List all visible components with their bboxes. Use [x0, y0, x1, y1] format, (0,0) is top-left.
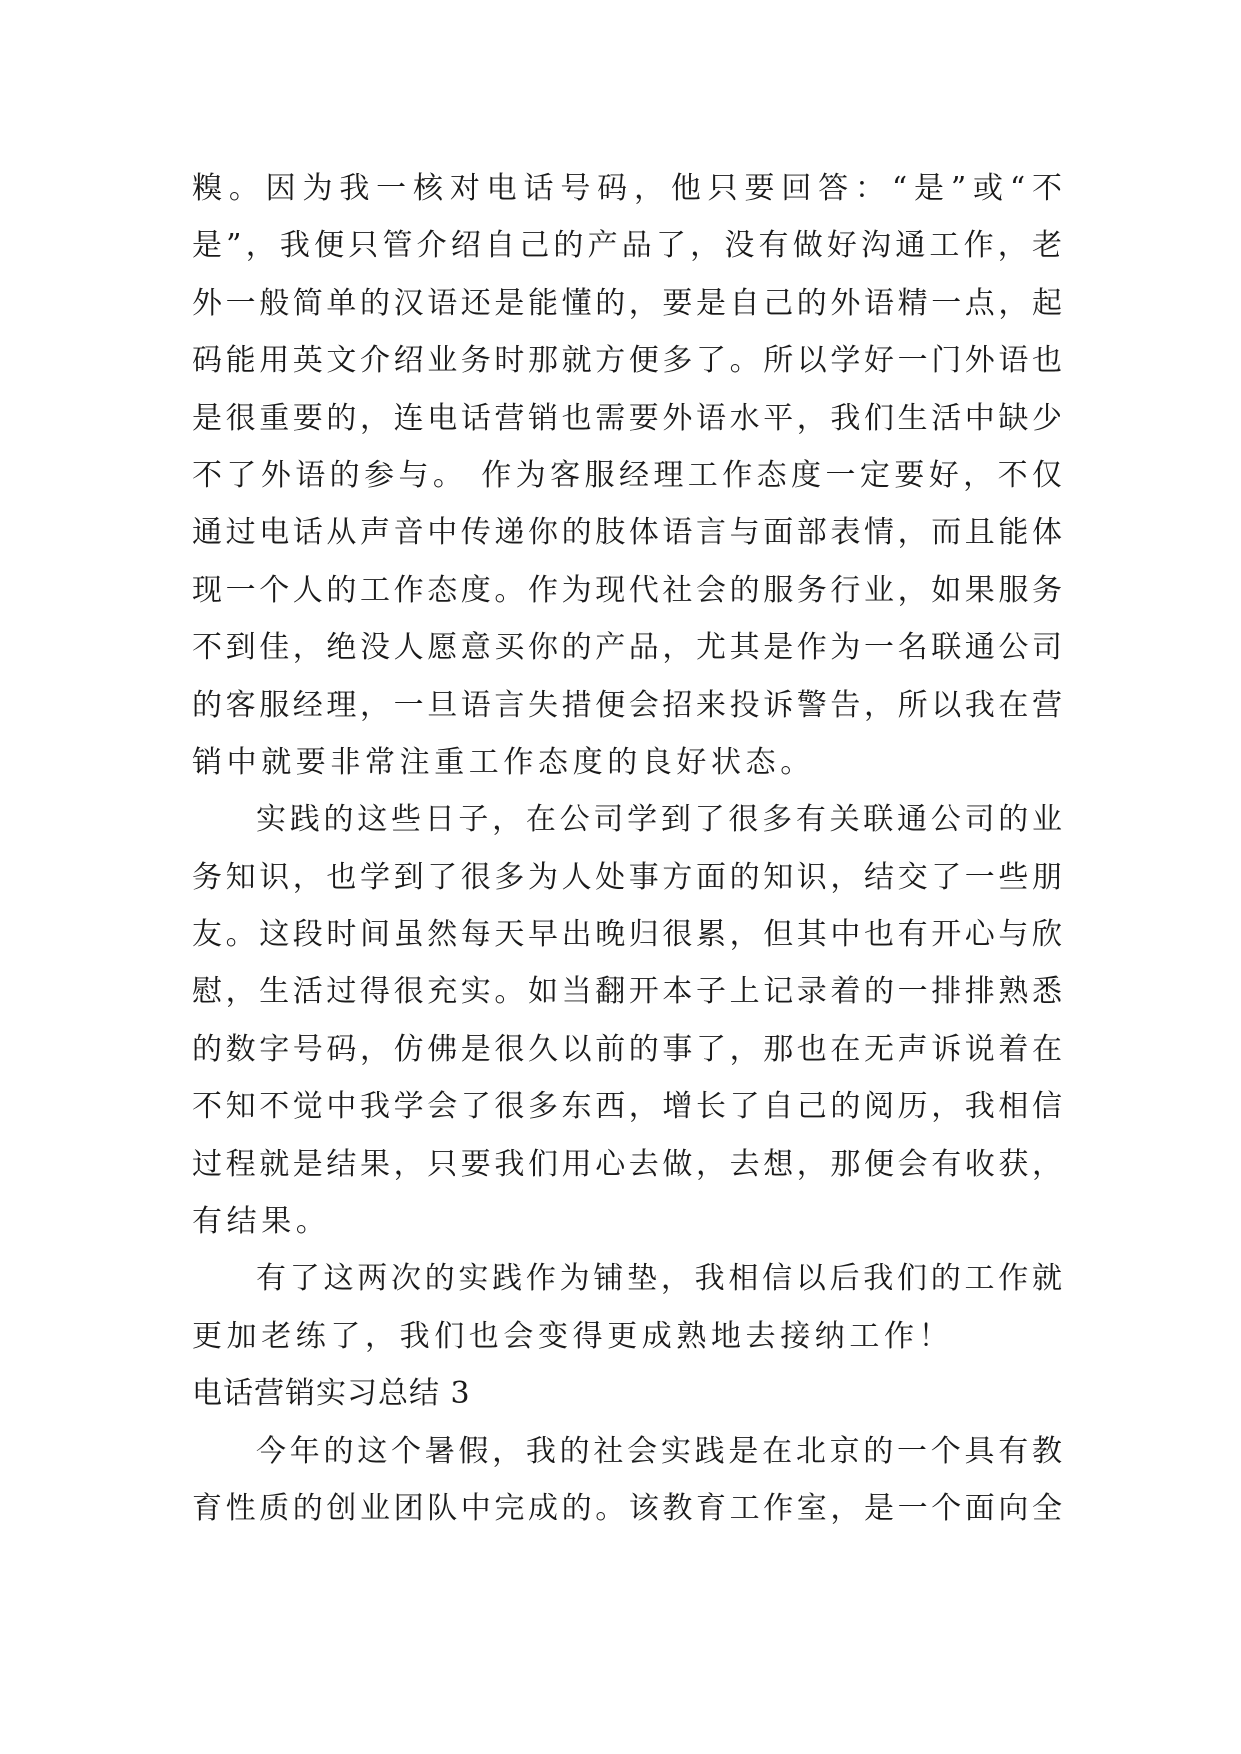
text-line: 有结果。: [192, 1204, 331, 1240]
paragraph-start-line: 有了这两次的实践作为铺垫，我相信以后我们的工作就: [256, 1261, 1062, 1297]
text-line: 的数字号码，仿佛是很久以前的事了，那也在无声诉说着在: [192, 1031, 1062, 1067]
text-line: 通过电话从声音中传递你的肢体语言与面部表情，而且能体: [192, 515, 1062, 551]
text-line: 过程就是结果，只要我们用心去做，去想，那便会有收获，: [192, 1146, 1062, 1182]
text-line: 育性质的创业团队中完成的。该教育工作室，是一个面向全: [192, 1490, 1062, 1526]
text-line: 更加老练了，我们也会变得更成熟地去接纳工作！: [192, 1318, 954, 1354]
body-text: [192, 160, 1062, 1537]
text-line: 不了外语的参与。 作为客服经理工作态度一定要好，不仅: [192, 457, 1062, 493]
text-line: 现一个人的工作态度。作为现代社会的服务行业，如果服务: [192, 572, 1062, 608]
text-line: 务知识，也学到了很多为人处事方面的知识，结交了一些朋: [192, 859, 1062, 895]
text-line: 是”，我便只管介绍自己的产品了，没有做好沟通工作，老: [192, 228, 1062, 264]
text-line: 销中就要非常注重工作态度的良好状态。: [192, 744, 815, 780]
text-line: 的客服经理，一旦语言失措便会招来投诉警告，所以我在营: [192, 687, 1062, 723]
text-line: 外一般简单的汉语还是能懂的，要是自己的外语精一点，起: [192, 285, 1062, 321]
text-line: 友。这段时间虽然每天早出晚归很累，但其中也有开心与欣: [192, 917, 1062, 953]
text-line: 不知不觉中我学会了很多东西，增长了自己的阅历，我相信: [192, 1089, 1062, 1125]
text-line: 慰，生活过得很充实。如当翻开本子上记录着的一排排熟悉: [192, 974, 1062, 1010]
paragraph-start-line: 实践的这些日子，在公司学到了很多有关联通公司的业: [256, 802, 1062, 838]
text-line: 不到佳，绝没人愿意买你的产品，尤其是作为一名联通公司: [192, 630, 1062, 666]
section-heading: 电话营销实习总结 3: [192, 1376, 471, 1412]
paragraph-start-line: 今年的这个暑假，我的社会实践是在北京的一个具有教: [256, 1433, 1062, 1469]
text-line: 码能用英文介绍业务时那就方便多了。所以学好一门外语也: [192, 343, 1062, 379]
text-line: 是很重要的，连电话营销也需要外语水平，我们生活中缺少: [192, 400, 1062, 436]
text-line: 糗。因为我一核对电话号码，他只要回答：“是”或“不: [192, 171, 1062, 206]
